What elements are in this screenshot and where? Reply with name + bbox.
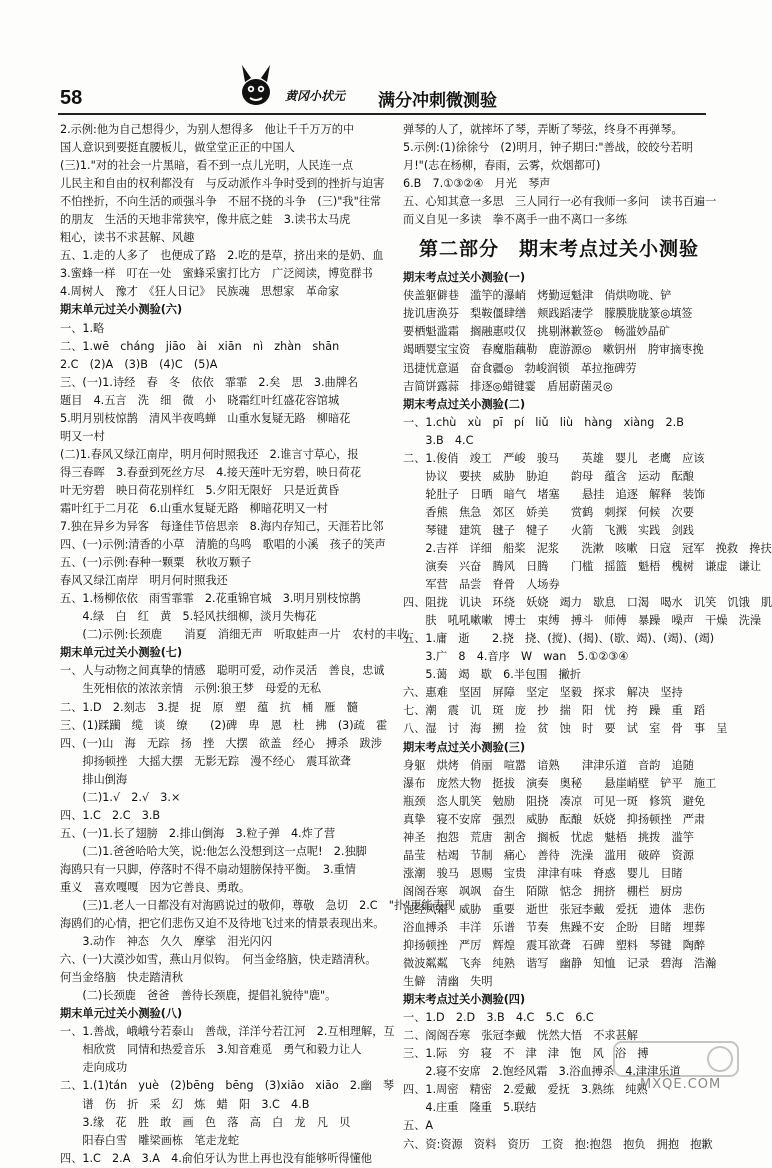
- answer-line: 涨潮 骏马 恩赐 宝贵 津津有味 脊惑 婴儿 目睹: [403, 866, 683, 880]
- answer-line: 三、(1)蹂躏 缆 谈 缭 (2)碑 卑 恩 杜 拂 (3)疏 霍: [60, 718, 388, 732]
- answer-line: (二)1.√ 2.√ 3.×: [60, 790, 181, 804]
- answer-line: 侠盖躯僻巷 滥竽的瀑峭 烤勤逗魁津 俏烘吻咙、铲: [403, 289, 672, 303]
- answer-line: 三、1.际 穷 寝 不 津 津 饱 风 浴 搏: [403, 1047, 649, 1061]
- answer-line: 五、心知其意一多思 三人同行一必有我师一多问 读书百遍一: [403, 195, 717, 209]
- answer-line: 3.蜜蜂一样 叮在一处 蜜蜂采蜜打比方 广泛阅读，博览群书: [60, 267, 373, 281]
- right-column: [403, 121, 772, 1154]
- answer-line: (二)1.爸爸哈哈大笑，说:他怎么没想到这一点呢! 2.独脚: [60, 844, 367, 858]
- page-header: [0, 0, 750, 118]
- section-heading: 期末单元过关小测验(七): [60, 646, 183, 660]
- answer-line: 二、1.俊俏 竣工 严峻 骏马 英雄 婴儿 老鹰 应该: [403, 451, 705, 465]
- answer-line: 四、阻拢 讥诀 环绕 妖娆 竭力 歇息 口渴 喝水 讥笑 饥饿 肌: [403, 596, 772, 610]
- answer-line: 2.示例:他为自己想得少，为别人想得多 他让千千万万的中: [60, 123, 355, 136]
- answer-line: 阳春白雪 雕梁画栋 笔走龙蛇: [60, 1133, 240, 1147]
- answer-line: 儿民主和自由的权利都没有 与反动派作斗争时受到的挫折与迫害: [60, 177, 385, 191]
- answer-line: 四、(一)山 海 无踪 扬 挫 大摆 欲盖 经心 搏杀 跋涉: [60, 736, 382, 750]
- section-heading: 期末考点过关小测验(一): [403, 271, 526, 285]
- answer-line: 七、潮 震 讥 斑 庞 抄 揣 阳 忧 挎 躁 重 蹈: [403, 704, 706, 718]
- header-rule: [58, 113, 706, 115]
- right-top-block: [403, 121, 715, 229]
- answer-line: (二)长颈鹿 爸爸 善待长颈鹿，提倡礼貌待"鹿"。: [60, 989, 337, 1003]
- answer-line: 五、(一)1.长了翅膀 2.排山倒海 3.粒子弹 4.炸了营: [60, 826, 336, 840]
- answer-line: 5.蔼 竭 歇 6.半包围 撇折: [403, 668, 581, 682]
- section-heading: 期末单元过关小测验(六): [60, 303, 183, 317]
- answer-line: 题目 4.五言 洗 细 微 小 晓霜红叶红盛花容馆城: [60, 393, 340, 407]
- answer-line: 四、1.周密 精密 2.爱戴 爱抚 3.熟练 纯熟: [403, 1083, 648, 1097]
- answer-line: 海鸥们的心情，把它们悲伤又迫不及待地飞过来的情景表现出来。: [60, 917, 385, 931]
- answer-line: 二、1.(1)tán yuè (2)bēng bēng (3)xiāo xiāo 2.幽 琴: [60, 1079, 395, 1093]
- answer-line: 3.广 8 4.音序 W wan 5.①②③④: [403, 650, 629, 664]
- brand-logo: 黄冈小状元: [285, 89, 346, 103]
- answer-line: 二、1.wē cháng jiāo ài xiān nì zhàn shān: [60, 339, 340, 353]
- answer-line: 2.寝不安席 2.饱经风霜 3.浴血搏杀 4.津津乐道: [403, 1065, 681, 1079]
- answer-line: 六、(一)大漠沙如雪，燕山月似钩。 何当金络脑，快走踏清秋。: [60, 953, 377, 967]
- answer-line: 得三春晖 3.春蚕到死丝方尽 4.接天莲叶无穷碧，映日荷花: [60, 465, 362, 479]
- answer-line: 六、资:资源 资料 资历 工资 抱:抱怨 抱负 拥抱 抱歉: [403, 1137, 713, 1151]
- answer-line: 2.吉祥 详细 船桨 泥浆 洗漱 咳嗽 日寇 冠军 挽救 搀扶: [403, 541, 772, 555]
- answer-line: 瓶颈 恣人肌笑 勉励 阻挠 凑凉 可见一斑 修筑 避免: [403, 794, 706, 808]
- answer-line: 身躯 烘烤 俏丽 喧嚣 谙熟 津津乐道 音韵 追随: [403, 758, 694, 772]
- answer-line: (三)1.老人一日都没有对海鸥说过的敬仰，尊敬 急切 2.C "扑"更能表现: [60, 899, 455, 913]
- answer-line: 排山倒海: [60, 772, 128, 786]
- answer-line: 拢讥唐涣芬 梨鞍僵肆缮 颊践蹈凄学 朦膜胧胧篆◎填签: [403, 307, 693, 321]
- answer-line: 7.独在异乡为异客 每逢佳节倍思亲 8.海内存知己，天涯若比邻: [60, 520, 384, 534]
- answer-line: 一、人与动物之间真挚的情感 聪明可爱，动作灵活 善良，忠诚: [60, 664, 385, 678]
- answer-line: 五、1.杨柳依依 雨雪霏霏 2.花重锦官城 3.明月别枝惊鹊: [60, 592, 361, 606]
- answer-line: 琴键 建筑 毽子 犍子 火箭 飞溅 实践 剑践: [403, 523, 694, 537]
- page-number: 58: [60, 87, 83, 109]
- answer-line: 抑扬顿挫 大摇大摆 无影无踪 漫不经心 震耳欲聋: [60, 754, 351, 768]
- answer-line: 弹琴的人了，就摔坏了琴，弄断了琴弦，终身不再弹琴。: [403, 123, 683, 136]
- answer-line: 5.示例:(1)徐徐兮 (2)明月，钟子期曰:"善战，皎皎兮若明: [403, 141, 693, 155]
- answer-line: 粗心，读书不求甚解、风趣: [60, 231, 195, 245]
- answer-line: 4.庄重 隆重 5.联结: [403, 1101, 537, 1115]
- section-heading: 期末考点过关小测验(三): [403, 740, 526, 754]
- answer-line: 香熊 焦急 郊区 娇美 赏鹤 刺探 何候 次要: [403, 505, 694, 519]
- answer-line: 五、1.庸 逝 2.挠 挠、(搅)、(揭)、(歇、竭)、(竭)、(竭): [403, 632, 715, 646]
- answer-line: 轮肚子 日晒 暗气 堵塞 悬挂 追逐 解释 装饰: [403, 487, 706, 501]
- answer-line: 晶莹 枯竭 节制 痛心 善待 洗澡 滥用 破碎 资源: [403, 848, 694, 862]
- right-bottom-block: [403, 269, 772, 1153]
- answer-line: 四、1.C 2.C 3.B: [60, 808, 161, 822]
- answer-line: 海鸥只有一只脚，停落时不得不扇动翅膀保持平衡。 3.重情: [60, 862, 356, 876]
- answer-line: 生僻 清幽 失明: [403, 975, 493, 989]
- answer-line: 3.缘 花 胜 敢 画 色 落 高 白 龙 凡 贝: [60, 1115, 351, 1129]
- answer-line: 演奏 兴奋 腾风 日腾 门槛 摇篮 魁梧 槐树 谦虚 谦让: [403, 560, 762, 574]
- answer-line: 何当金络脑 快走踏清秋: [60, 971, 184, 985]
- answer-line: (二)1.春风又绿江南岸，明月何时照我还 2.谁言寸草心，报: [60, 447, 359, 461]
- part-title: 第二部分 期末考点过关小测验: [418, 238, 699, 261]
- answer-line: 阁阁吞寒 飒飒 奋生 陌隙 惦念 拥挤 棚栏 厨房: [403, 884, 683, 898]
- answer-line: 真挚 寝不安席 强烈 威胁 酝酿 妖娆 抑扬顿挫 严肃: [403, 812, 706, 826]
- answer-line: 抑扬顿挫 严厉 辉煌 震耳欲聋 石碑 塑料 琴键 陶醉: [403, 939, 706, 953]
- watermark-url: MXQE.COM: [640, 1077, 722, 1092]
- section-heading: 期末考点过关小测验(二): [403, 397, 526, 411]
- answer-line: 相欣赏 同情和热爱音乐 3.知音难觅 勇气和毅力让人: [60, 1043, 362, 1057]
- answer-line: 一、1.chù xù pī pí liǔ liù hàng xiàng 2.B: [403, 415, 684, 429]
- answer-line: 走向成功: [60, 1061, 128, 1075]
- answer-line: 军营 品尝 脊骨 人场券: [403, 578, 560, 592]
- answer-line: 六、惠难 坚固 屏障 坚定 坚毅 探求 解决 坚持: [403, 686, 683, 700]
- answer-line: 月!"(志在杨柳，春雨，云雾，炊烟都可): [403, 159, 601, 173]
- answer-line: 不怕挫折，不向生活的顽强斗争 不屈不挠的斗争 (三)"我"往常: [60, 195, 382, 209]
- answer-line: 二、阁阁吞寒 张冠李戴 恍然大悟 不求甚解: [403, 1029, 638, 1043]
- answer-line: 四、1.C 2.A 3.A 4.俞伯牙认为世上再也没有能够听得懂他: [60, 1151, 372, 1165]
- answer-line: 2.C (2)A (3)B (4)C (5)A: [60, 357, 218, 371]
- answer-line: 五、1.走的人多了 也便成了路 2.吃的是草，挤出来的是奶、血: [60, 249, 384, 263]
- answer-line: (三)1."对的社会一片黑暗，看不到一点儿光明，人民连一点: [60, 159, 354, 173]
- answer-line: 吉简饼露蒜 排逐◎蜡键霎 盾屈蔚菌灵◎: [403, 379, 613, 393]
- section-heading: 期末单元过关小测验(八): [60, 1007, 183, 1021]
- answer-line: 微波粼粼 飞奔 纯熟 谐写 幽静 知恤 记录 碧海 浩瀚: [403, 957, 717, 971]
- answer-line: 4.周树人 豫才 《狂人日记》 民族魂 思想家 革命家: [60, 285, 340, 299]
- mascot-icon: [232, 62, 280, 110]
- answer-line: 肤 吼吼嗽嗽 博士 束缚 搏斗 师傅 暴躁 噪声 干燥 洗澡: [403, 614, 762, 628]
- answer-line: 霜叶红于二月花 6.山重水复疑无路 柳暗花明又一村: [60, 501, 328, 515]
- answer-line: 6.B 7.①③②④ 月光 琴声: [403, 177, 551, 191]
- answer-line: 神圣 抱怨 荒唐 割舍 搁板 忧虑 魅梧 挑拨 滥竽: [403, 830, 694, 844]
- answer-line: 浴血搏杀 丰洋 乐谱 节奏 焦躁不安 企盼 目睹 埋葬: [403, 920, 706, 934]
- answer-line: 的朋友 生活的天地非常狭窄，像井底之蛙 3.读书太马虎: [60, 213, 351, 227]
- answer-line: 五、A: [403, 1119, 434, 1133]
- answer-line: 3.B 4.C: [403, 433, 474, 447]
- answer-line: 三、(一)1.诗经 春 冬 依依 霏霏 2.矣 思 3.曲牌名: [60, 375, 359, 389]
- answer-line: 5.明月别枝惊鹊 清风半夜鸣蝉 山重水复疑无路 柳暗花: [60, 411, 351, 425]
- answer-line: 二、1.D 2.刻志 3.提 捉 原 塑 蕴 抗 桶 雁 髓: [60, 700, 358, 714]
- series-title: 满分冲刺微测验: [378, 91, 497, 111]
- answer-line: 四、(一)示例:清香的小草 清脆的鸟鸣 歌唱的小溪 孩子的笑声: [60, 538, 386, 552]
- answer-line: 明又一村: [60, 429, 105, 443]
- answer-line: 谱 伤 折 采 幻 炼 蜡 阳 3.C 4.B: [60, 1097, 310, 1111]
- answer-line: 迅捷忧意逼 奋食疆◎ 勃峻润锁 革拉拖碑劳: [403, 361, 637, 375]
- answer-line: 瀑布 庞然大物 挺拔 演奏 奥秘 悬崖峭壁 铲平 施工: [403, 776, 717, 790]
- answer-line: 一、1.D 2.D 3.B 4.C 5.C 6.C: [403, 1011, 594, 1025]
- answer-line: 春风又绿江南岸 明月何时照我还: [60, 574, 228, 588]
- answer-line: 五、(一)示例:春种一颗粟 秋收万颗子: [60, 556, 252, 570]
- section-heading: 期末考点过关小测验(四): [403, 993, 526, 1007]
- answer-line: 3.动作 神态 久久 摩挲 泪光闪闪: [60, 935, 273, 949]
- answer-line: 生死相依的浓浓亲情 示例:狼王梦 母爱的无私: [60, 682, 322, 696]
- answer-line: 一、1.略: [60, 321, 105, 335]
- answer-line: (二)示例:长颈鹿 消夏 消细无声 听取蛙声一片 农村的丰收: [60, 628, 409, 642]
- answer-line: 饱经风霜 威胁 重要 逝世 张冠李戴 爱抚 遗体 悲伤: [403, 902, 706, 916]
- answer-line: 叶无穷碧 映日荷花别样红 5.夕阳无限好 只是近黄昏: [60, 483, 340, 497]
- answer-line: 竭晒婴宝宝资 春魔脂藕勒 鹿游源◎ 嗽钥州 胯审摘枣挽: [403, 343, 704, 357]
- answer-line: 4.绿 白 红 黄 5.轻风扶细柳，淡月失梅花: [60, 610, 317, 624]
- answer-line: 而义自见一多读 拳不离手一曲不离口一多练: [403, 213, 627, 227]
- answer-line: 重义 喜欢嘎嘎 因为它善良、勇敢。: [60, 880, 251, 894]
- answer-line: 协议 要挟 威胁 胁迫 韵母 蕴含 运动 酝酿: [403, 469, 694, 483]
- answer-line: 一、1.善战，峨峨兮若泰山 善哉，洋洋兮若江河 2.互相理解，互: [60, 1025, 395, 1039]
- answer-line: 要栖魁滥霜 搁融惠哎仅 挑剔淋歉签◎ 畅滥妙晶矿: [403, 325, 671, 339]
- answer-line: 国人意识到要挺直腰板儿，做堂堂正正的中国人: [60, 141, 295, 155]
- answer-line: 八、湿 讨 海 搠 捡 贫 蚀 时 要 试 室 骨 事 呈: [403, 722, 728, 736]
